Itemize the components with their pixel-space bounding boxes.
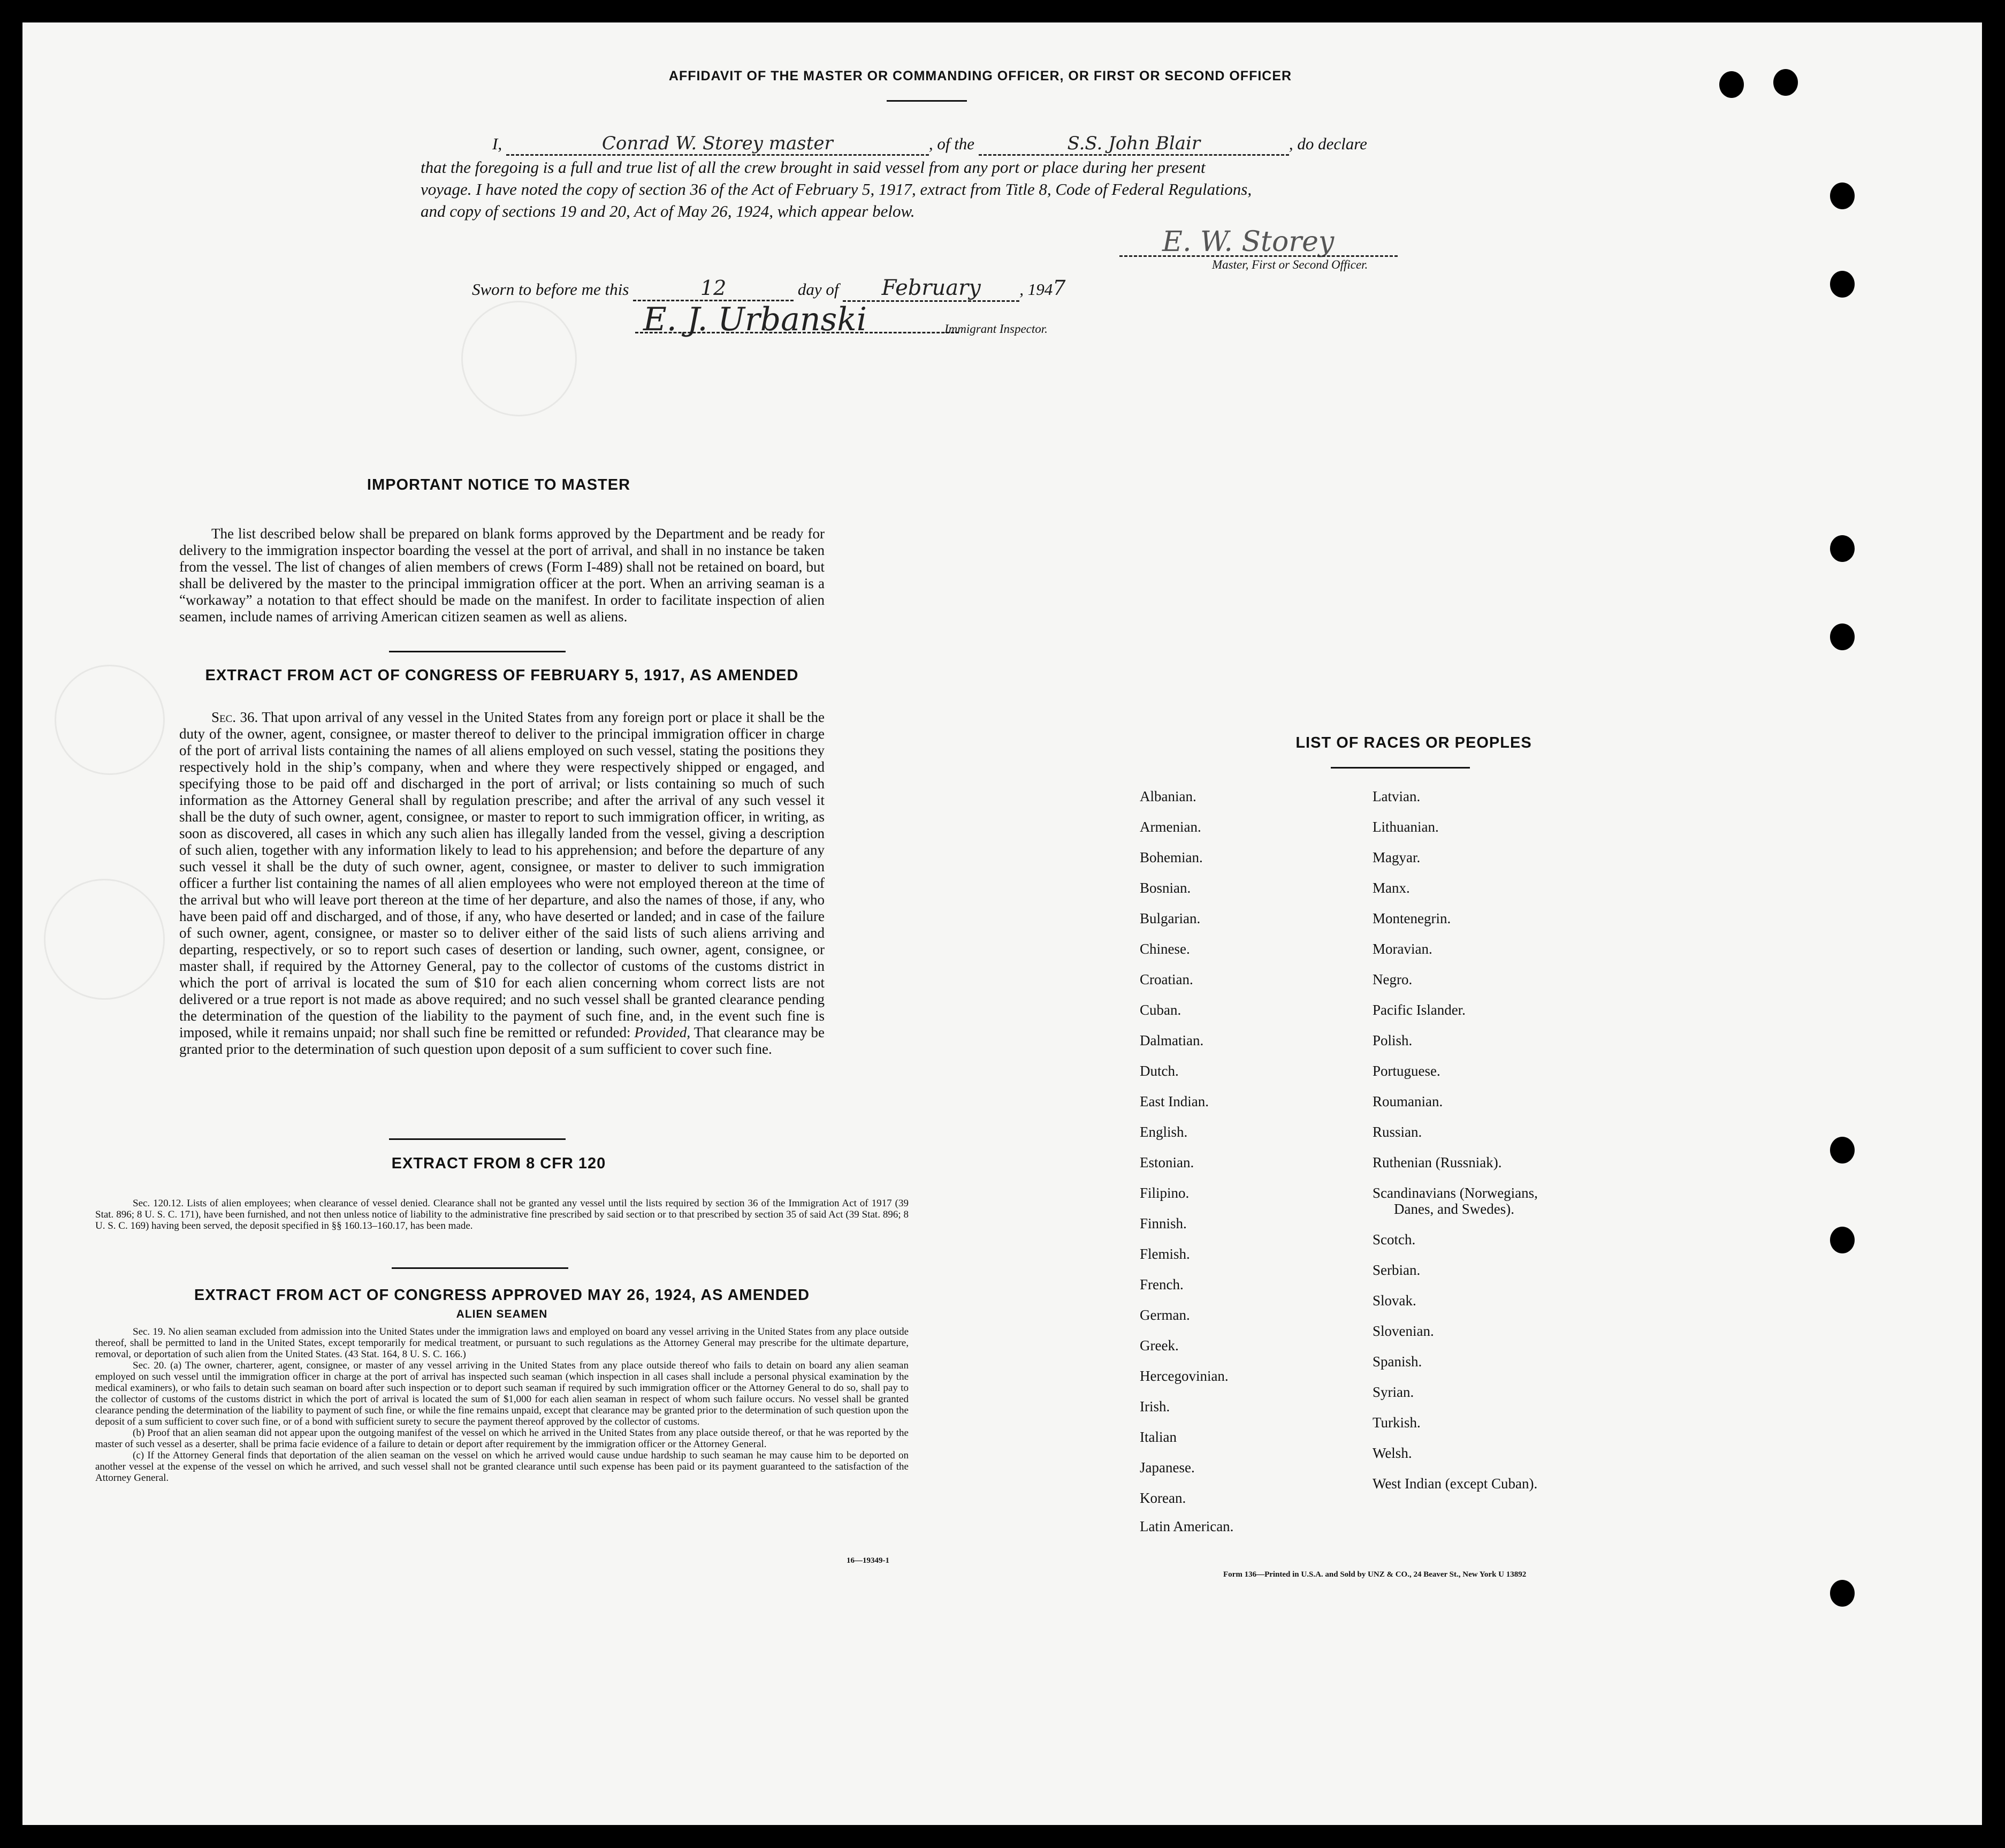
day-of-label: day of (797, 280, 839, 299)
affidavit-title: AFFIDAVIT OF THE MASTER OR COMMANDING OFFICER, OR FIRST OR SECOND OFFICER (668, 69, 1292, 83)
race-item: Flemish. (1140, 1246, 1190, 1262)
races-title: LIST OF RACES OR PEOPLES (1295, 734, 1532, 751)
race-item: Filipino. (1140, 1185, 1190, 1201)
race-item: German. (1140, 1307, 1190, 1323)
punch-hole (1830, 1137, 1855, 1163)
race-item: Roumanian. (1373, 1093, 1443, 1109)
inspector-signature: E. J. Urbanski (643, 301, 867, 338)
race-item: Hercegovinian. (1140, 1368, 1229, 1384)
sec36-tail: That clearance may be granted prior to the determination of such question upon deposit of a sum sufficient to cover such fine. (179, 1024, 825, 1057)
punch-hole (1830, 623, 1855, 650)
master-signature-line (1119, 255, 1398, 257)
race-item: Bohemian. (1140, 849, 1203, 865)
affidavit-title-rule (887, 100, 967, 102)
sec20b-text: (b) Proof that an alien seaman did not appear upon the outgoing manifest of the vessel on which he arrived in the United States from any place outside thereof, or that he was reported by the master of such vessel as a deserter, shall be prima facie evidence of a failure to detain or deport after requirement by the immigration officer or the Attorney General. (95, 1427, 909, 1450)
inspector-signature-line (635, 332, 959, 333)
section-rule (389, 1138, 566, 1140)
punch-hole (1830, 182, 1855, 209)
master-caption: Master, First or Second Officer. (1212, 258, 1368, 271)
form-footer: Form 136—Printed in U.S.A. and Sold by UNZ & CO., 24 Beaver St., New York U 13892 (1223, 1570, 1527, 1579)
race-item: Latvian. (1373, 788, 1421, 804)
extract-1917-body-block (179, 709, 825, 1058)
faint-stamp-seal (55, 665, 165, 775)
race-item: Lithuanian. (1373, 819, 1439, 835)
race-item: Syrian. (1373, 1384, 1414, 1400)
notice-title: IMPORTANT NOTICE TO MASTER (367, 476, 631, 493)
section-rule (389, 651, 566, 652)
race-item: East Indian. (1140, 1093, 1209, 1109)
declaration-line-1 (492, 133, 1367, 156)
sec36-provided: Provided, (634, 1024, 691, 1040)
notice-body: The list described below shall be prepared on blank forms approved by the Department and be ready for delivery to the immigration inspector boarding the vessel at the port of arrival, and shall in no instance be taken from the vessel. The list of changes of alien members of crews (Form I-489) shall not be retained on board, but shall be delivered by the master to the principal immigration officer at the port. When an arriving seaman is a “workaway” a notation to that effect should be made on the manifest. In order to facilitate inspection of alien seamen, include names of arriving American citizen seamen as well as aliens. (179, 526, 825, 625)
race-item: Scotch. (1373, 1231, 1416, 1248)
race-item: Chinese. (1140, 941, 1190, 957)
do-declare-label: , do declare (1289, 134, 1367, 153)
race-item: Polish. (1373, 1032, 1413, 1048)
race-item: Russian. (1373, 1124, 1422, 1140)
sec36-label: Sec. 36. (211, 709, 258, 725)
race-item: Spanish. (1373, 1353, 1422, 1370)
race-item: Moravian. (1373, 941, 1432, 957)
section-rule (392, 1267, 568, 1269)
inspector-caption: Immigrant Inspector. (944, 322, 1048, 336)
punch-hole (1830, 1227, 1855, 1253)
declaration-line-4: and copy of sections 19 and 20, Act of May 26, 1924, which appear below. (421, 202, 915, 220)
sworn-label: Sworn to before me this (472, 280, 629, 299)
punch-hole (1830, 1580, 1855, 1607)
race-item: Ruthenian (Russniak). (1373, 1154, 1502, 1170)
race-item: Slovenian. (1373, 1323, 1434, 1339)
vessel-name-field: S.S. John Blair (979, 133, 1289, 156)
race-item: Montenegrin. (1373, 910, 1451, 926)
race-item: Bosnian. (1140, 880, 1191, 896)
punch-hole (1830, 271, 1855, 298)
race-item: Magyar. (1373, 849, 1421, 865)
race-item: Greek. (1140, 1337, 1179, 1353)
master-name-field: Conrad W. Storey master (506, 133, 929, 156)
punch-hole (1830, 535, 1855, 562)
extract-cfr-title: EXTRACT FROM 8 CFR 120 (391, 1155, 606, 1172)
race-item: Bulgarian. (1140, 910, 1201, 926)
notice-body-block (179, 526, 825, 625)
document-page (22, 22, 1982, 1825)
race-item: Slovak. (1373, 1292, 1416, 1309)
sec36-text: That upon arrival of any vessel in the United States from any foreign port or place it shall be the duty of the owner, agent, consignee, or master thereof to deliver to the principal immigration officer in charge of the port of arrival lists containing the names of all aliens employed on such vessel, stating the positions they respectively hold in the ship’s company, when and where they were respectively shipped or engaged, and specifying those to be paid off and discharged in the port of arrival; or lists containing so much of such information as the Attorney General shall by regulation prescribe; and after the arrival of any such vessel it shall be the duty of such owner, agent, consignee, or master to report to such immigration officer, in writing, as soon as discovered, all cases in which any such alien has illegally landed from the vessel, giving a description of such alien, together with any information likely to lead to his apprehension; and before the departure of any such vessel it shall be the duty of such owner, agent, consignee, or master to deliver to such immigration officer a further list containing the names of all alien employees who were not employed thereon at the time of the arrival but who will leave port thereon at the time of her departure, and also the names of those, if any, who have been paid off and discharged, and of those, if any, who have deserted or landed; and in case of the failure of such owner, agent, consignee, or master so to deliver either of the said lists of such aliens arriving and departing, respectively, or so to report such cases of desertion or landing, such owner, agent, consignee, or master shall, if required by the Attorney General, pay to the collector of customs of the customs district in which the port of arrival is located the sum of $10 for each alien concerning whom correct lists are not delivered or a true report is not made as above required; and no such vessel shall be granted clearance pending the determination of the question of the liability to the payment of such fine, and, in the event such fine is imposed, while it remains unpaid; nor shall such fine be remitted or refunded: (179, 709, 825, 1040)
race-item: Korean. (1140, 1490, 1186, 1506)
form-code: 16—19349-1 (847, 1556, 889, 1565)
race-item: Negro. (1373, 971, 1413, 987)
year-prefix: , 194 (1019, 280, 1053, 299)
sec20c-text: (c) If the Attorney General finds that deportation of the alien seaman on the vessel on which he arrived would cause undue hardship to such seaman he may cause him to be deported on another vessel at the expense of the vessel on which he arrived, and such vessel shall not be granted clearance until such expense has been paid or its payment guaranteed to the satisfaction of the Attorney General. (95, 1450, 909, 1484)
year-suffix-field: 7 (1053, 276, 1066, 300)
sworn-line (472, 276, 1065, 302)
races-right-column (1373, 781, 1538, 1499)
race-item: Turkish. (1373, 1414, 1421, 1431)
extract-1924-body-block (95, 1326, 909, 1484)
race-item: French. (1140, 1276, 1184, 1292)
race-item: Cuban. (1140, 1002, 1181, 1018)
sworn-month-field: February (843, 276, 1019, 302)
extract-1924-title: EXTRACT FROM ACT OF CONGRESS APPROVED MAY 26, 1924, AS AMENDED (194, 1287, 810, 1304)
race-item: Italian (1140, 1429, 1177, 1445)
race-item: Portuguese. (1373, 1063, 1440, 1079)
race-item: Latin American. (1140, 1518, 1234, 1534)
of-the-label: , of the (928, 134, 975, 153)
sec20a-text: Sec. 20. (a) The owner, charterer, agent, consignee, or master of any vessel arriving in the United States from any place outside thereof who fails to detain on board any alien seaman employed on such vessel until the immigration officer in charge at the port of arrival has inspected such seaman (which inspection in all cases shall include a personal physical examination by the medical examiners), or who fails to detain such seaman on board after such inspection or to deport such seaman if required by such immigration officer or the Attorney General to do so, shall pay to the collector of customs of the customs district in which the port of arrival is located the sum of $1,000 for each alien seaman in respect of whom such failure occurs. No vessel shall be granted clearance pending the determination of the liability to payment of such fine, or while the fine remains unpaid, except that clearance may be granted prior to the determination of such question upon the deposit of a sum sufficient to cover such fine, or of a bond with sufficient surety to secure the payment thereof approved by the collector of customs. (95, 1360, 909, 1427)
sec19-text: Sec. 19. No alien seaman excluded from admission into the United States under the immigration laws and employed on board any vessel arriving in the United States from any place outside thereof, shall be permitted to land in the United States, except temporarily for medical treatment, or pursuant to such regulations as the Attorney General may prescribe for the ultimate departure, removal, or deportation of such alien from the United States. (43 Stat. 164, 8 U. S. C. 166.) (95, 1326, 909, 1360)
i-label: I, (492, 134, 502, 153)
race-item: Finnish. (1140, 1215, 1187, 1231)
declaration-line-3: voyage. I have noted the copy of section 36 of the Act of February 5, 1917, extract from Title 8, Code of Federal Regulations, (421, 180, 1252, 199)
extract-1924-subtitle: ALIEN SEAMEN (456, 1308, 548, 1320)
race-item: Dalmatian. (1140, 1032, 1204, 1048)
races-title-rule (1331, 767, 1470, 769)
races-left-column (1140, 781, 1233, 1539)
race-item: Japanese. (1140, 1459, 1195, 1476)
sworn-day-field: 12 (633, 276, 794, 301)
extract-1917-title: EXTRACT FROM ACT OF CONGRESS OF FEBRUARY 5, 1917, AS AMENDED (205, 667, 799, 684)
race-item: Croatian. (1140, 971, 1193, 987)
race-item: Dutch. (1140, 1063, 1179, 1079)
faint-stamp-seal (44, 879, 165, 1000)
race-item: Welsh. (1373, 1445, 1412, 1461)
race-item: Estonian. (1140, 1154, 1194, 1170)
extract-cfr-body: Sec. 120.12. Lists of alien employees; when clearance of vessel denied. Clearance shall not be granted any vessel until the lists required by section 36 of the Immigration Act of 1917 (39 Stat. 896; 8 U. S. C. 171), have been furnished, and not then unless notice of liability to the administrative fine prescribed by said section or to that prescribed by section 35 of said Act (39 Stat. 896; 8 U. S. C. 169) having been served, the deposit specified in §§ 160.13–160.17, has been made. (95, 1198, 909, 1231)
master-signature: E. W. Storey (1162, 226, 1335, 258)
race-item: Danes, and Swedes). (1394, 1201, 1514, 1217)
race-item: West Indian (except Cuban). (1373, 1476, 1538, 1492)
race-item: Albanian. (1140, 788, 1196, 804)
faint-stamp-seal (461, 301, 577, 416)
race-item: Serbian. (1373, 1262, 1421, 1278)
race-item: Armenian. (1140, 819, 1201, 835)
race-item: Pacific Islander. (1373, 1002, 1466, 1018)
race-item: Irish. (1140, 1398, 1170, 1414)
declaration-line-2: that the foregoing is a full and true list of all the crew brought in said vessel from any port or place during her present (421, 158, 1206, 177)
race-item: Manx. (1373, 880, 1410, 896)
extract-cfr-body-block (95, 1198, 909, 1231)
extract-1917-body (179, 709, 825, 1058)
race-item: Scandinavians (Norwegians, (1373, 1185, 1538, 1201)
race-item: English. (1140, 1124, 1188, 1140)
